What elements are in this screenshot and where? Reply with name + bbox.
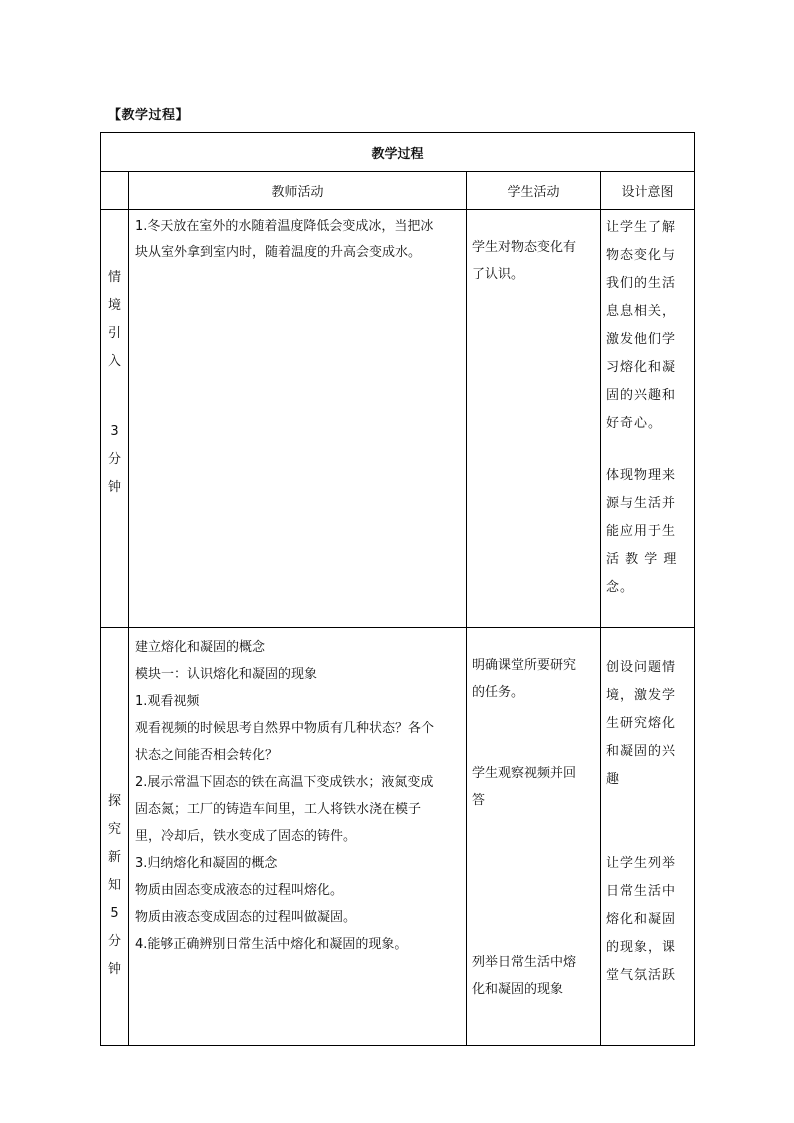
student-activity-intro: 学生对物态变化有 了认识。	[467, 210, 601, 628]
teaching-process-table	[100, 132, 695, 1046]
stage-cell-explore: 探 究 新 知 5 分 钟	[101, 628, 129, 1046]
design-intent-intro: 让学生了解 物态变化与 我们的生活 息息相关， 激发他们学 习熔化和凝 固的兴趣和 好奇心。 体现物理来 源与生活并 能应用于生 活 教 学 理 念。	[601, 210, 695, 628]
table-row	[101, 210, 695, 628]
header-design-intent: 设计意图	[601, 172, 695, 210]
header-student-activity: 学生活动	[467, 172, 601, 210]
teacher-activity-intro: 1.冬天放在室外的水随着温度降低会变成冰，当把冰 块从室外拿到室内时，随着温度的升高会变成水。	[129, 210, 467, 628]
teacher-activity-explore: 建立熔化和凝固的概念 模块一：认识熔化和凝固的现象 1.观看视频 观看视频的时候思考自然界中物质有几种状态？各个 状态之间能否相会转化？ 2.展示常温下固态的铁在高温下变成铁水；液氮变成 固态氮；工厂的铸造车间里，工人将铁水浇在模子 里，冷却后，铁水变成了固态的铸件。 3.归纳熔化和凝固的概念 物质由固态变成液态的过程叫熔化。 物质由液态变成固态的过程叫做凝固。 4.能够正确辨别日常生活中熔化和凝固的现象。	[129, 628, 467, 1046]
header-teacher-activity: 教师活动	[129, 172, 467, 210]
student-activity-explore: 明确课堂所要研究 的任务。 学生观察视频并回 答 列举日常生活中熔 化和凝固的现象	[467, 628, 601, 1046]
design-intent-explore: 创设问题情 境，激发学 生研究熔化 和凝固的兴 趣 让学生列举 日常生活中 熔化和凝固 的现象，课 堂气氛活跃	[601, 628, 695, 1046]
stage-cell-intro: 情 境 引 入 3 分 钟	[101, 210, 129, 628]
section-heading: 【教学过程】	[108, 108, 190, 123]
table-title: 教学过程	[101, 133, 695, 172]
header-stage	[101, 172, 129, 210]
table-row	[101, 628, 695, 1046]
